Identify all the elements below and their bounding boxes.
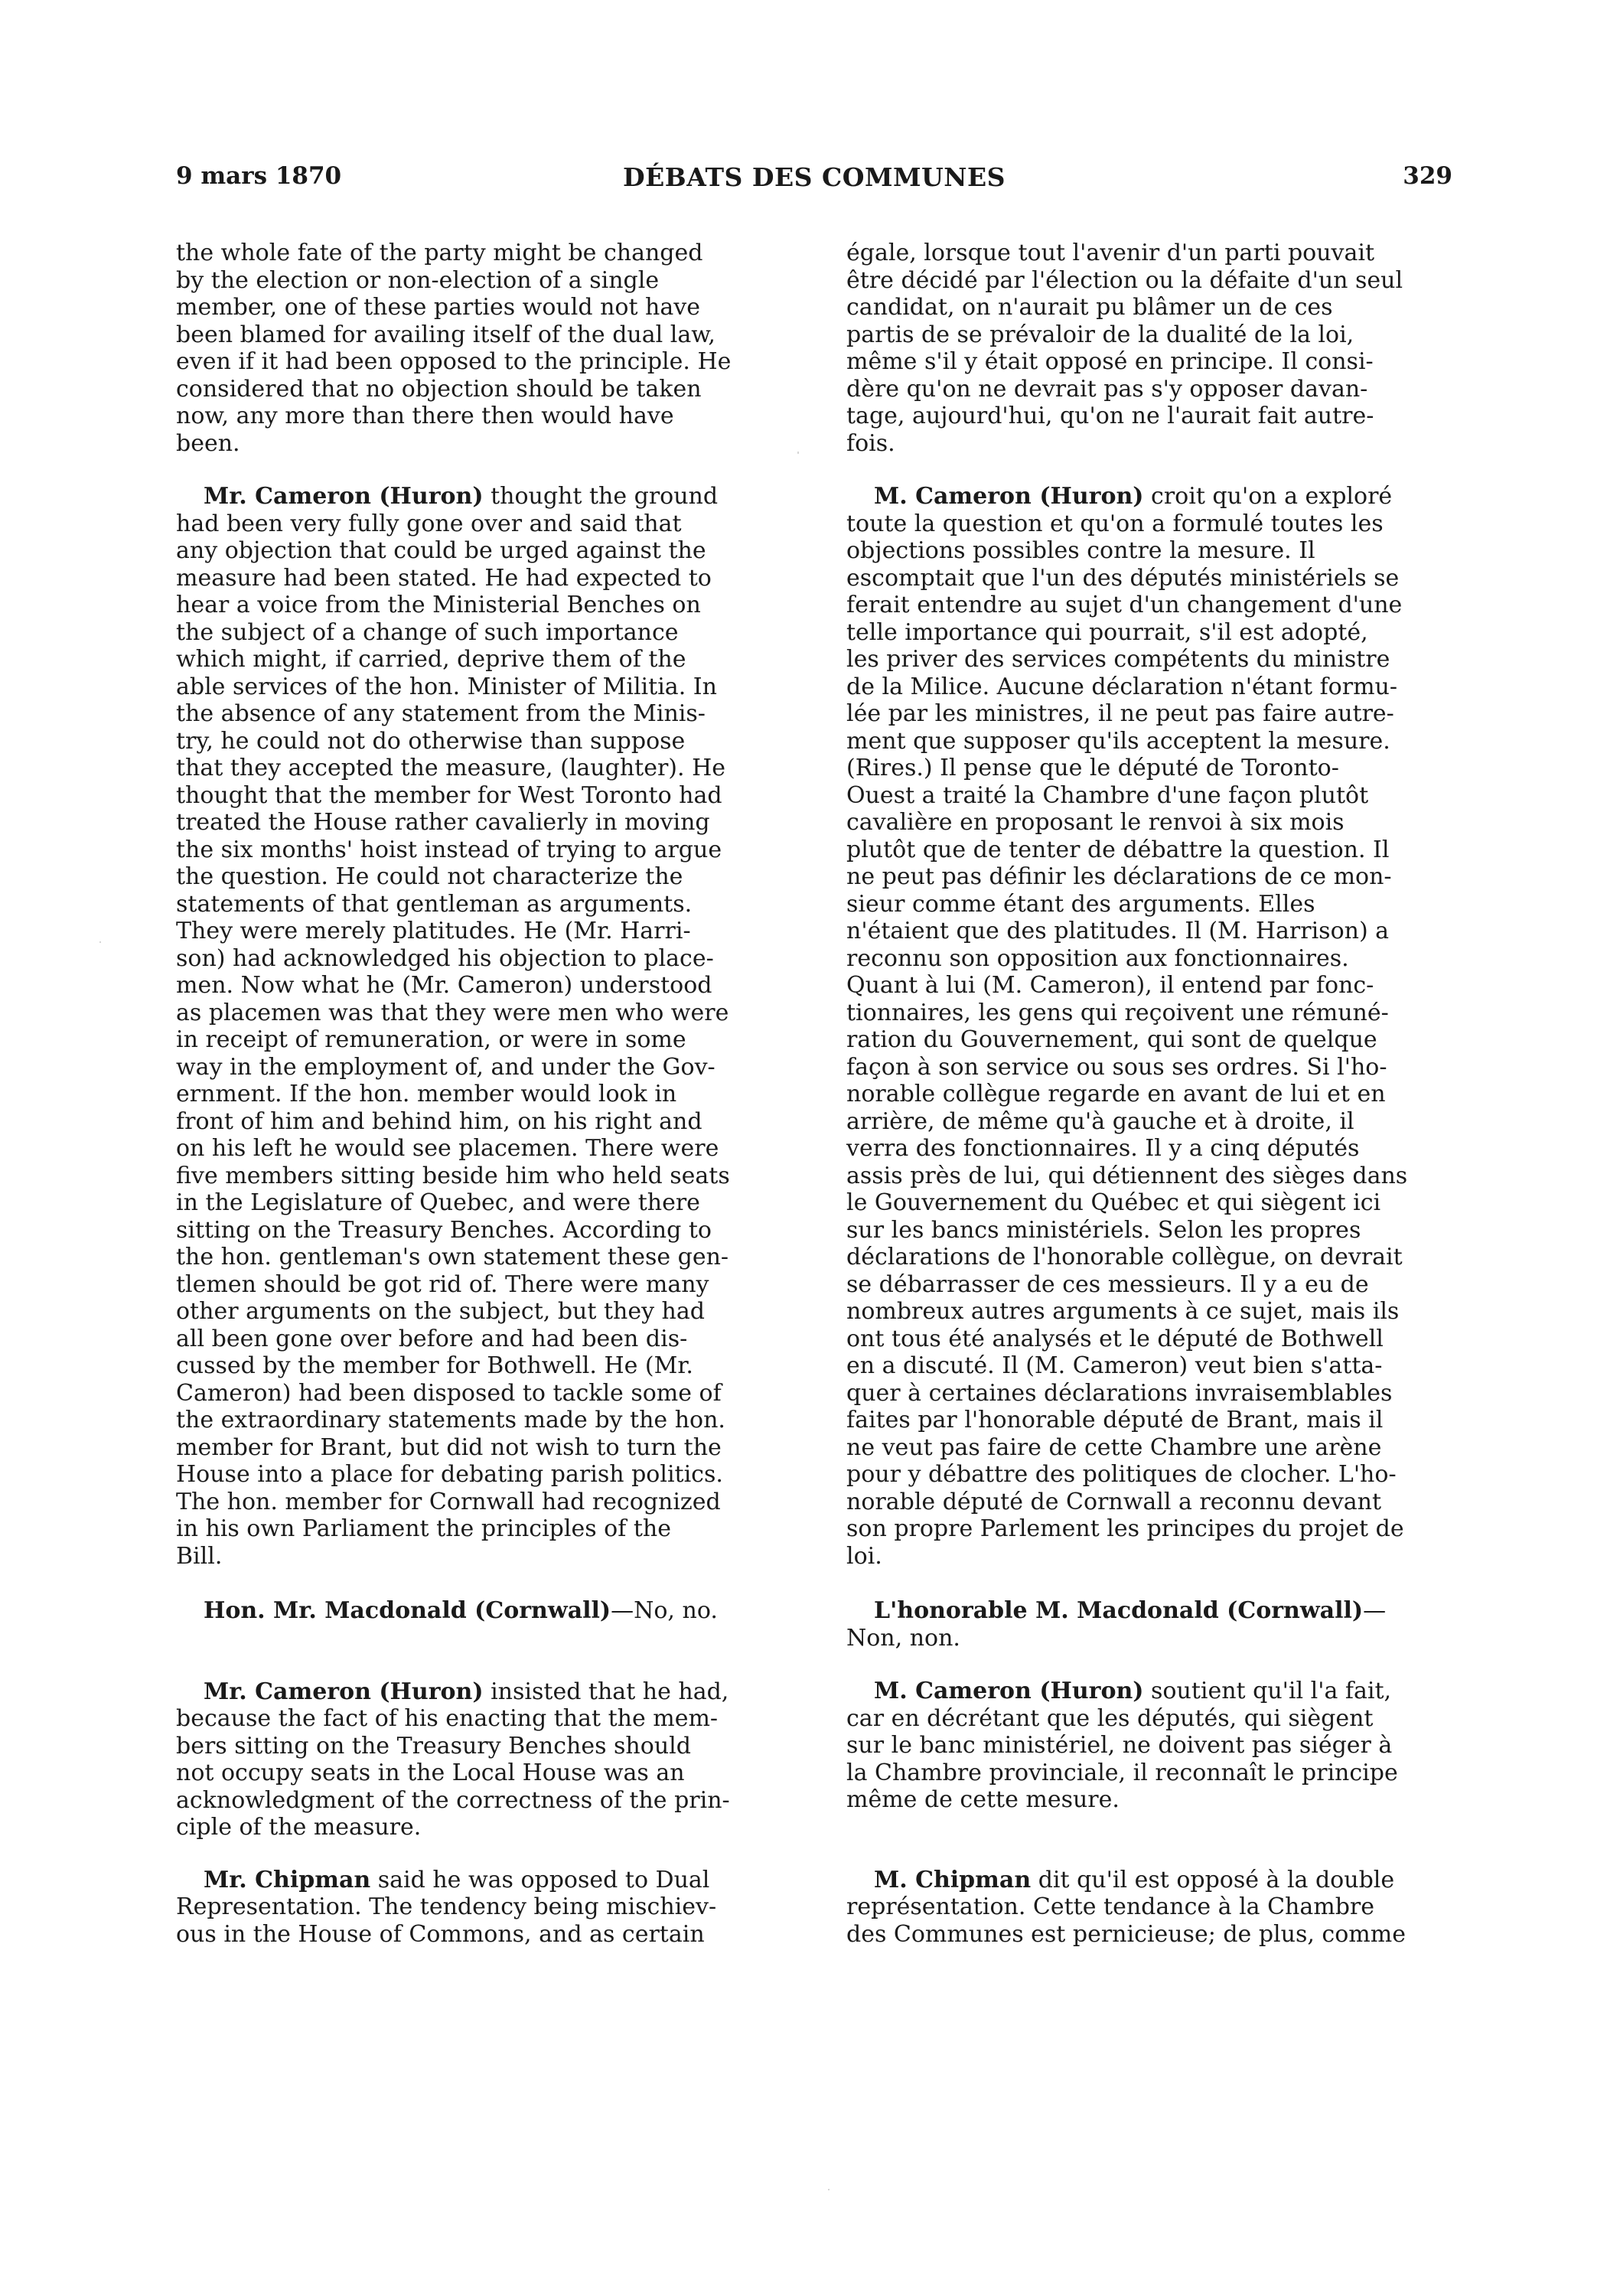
speaker-name: Mr. Chipman bbox=[204, 1866, 371, 1893]
page-title: DÉBATS DES COMMUNES bbox=[623, 162, 1006, 192]
paragraph-text: insisted that he had, because the fact of his enacting that the mem- bers sitting on the Treasury Benches should not occupy seats in the Local House was an acknowledgment of the correctness of the prin- ciple of the measure. bbox=[176, 1678, 730, 1841]
french-column bbox=[846, 240, 1454, 1948]
speaker-name: M. Cameron (Huron) bbox=[874, 1678, 1144, 1704]
scan-mark bbox=[99, 941, 101, 943]
french-paragraph-2 bbox=[846, 483, 1454, 1570]
french-paragraph-4 bbox=[846, 1678, 1454, 1814]
paragraph-text: dit qu'il est opposé à la double représentation. Cette tendance à la Chambre des Communes est pernicieuse; de plus, comme bbox=[846, 1866, 1406, 1948]
paragraph-text: croit qu'on a exploré toute la question et qu'on a formulé toutes les objections possibles contre la mesure. Il escomptait que l'un des députés ministériels se ferait entendre au sujet d'un changement d'une telle importance qui pourrait, s'il est adopté, les priver des services compétents du ministre de la Milice. Aucune déclaration n'étant formu- lée par les ministres, il ne peut pas faire autre- ment que supposer qu'ils acceptent la mesure. (Rires.) Il pense que le député de Toronto- Ouest a traité la Chambre d'une façon plutôt cavalière en proposant le renvoi à six mois plutôt que de tenter de débattre la question. Il ne peut pas définir les déclarations de ce mon- sieur comme étant des arguments. Elles n'étaient que des platitudes. Il (M. Harrison) a reconnu son opposition aux fonctionnaires. Quant à lui (M. Cameron), il entend par fonc- tionnaires, les gens qui reçoivent une rémuné- ration du Gouvernement, qui sont de quelque façon à son service ou sous ses ordres. Si l'ho- norable collègue regarde en avant de lui et en arrière, de même qu'à gauche et à droite, il verra des fonctionnaires. Il y a cinq députés assis près de lui, qui détiennent des sièges dans le Gouvernement du Québec et qui siègent ici sur les bancs ministériels. Selon les propres déclarations de l'honorable collègue, on devrait se débarrasser de ces messieurs. Il y a eu de nombreux autres arguments à ce sujet, mais ils ont tous été analysés et le député de Bothwell en a discuté. Il (M. Cameron) veut bien s'atta- quer à certaines déclarations invraisemblables faites par l'honorable député de Brant, mais il ne veut pas faire de cette Chambre une arène pour y débattre des politiques de clocher. L'ho- norable député de Cornwall a reconnu devant son propre Parlement les principes du projet de loi. bbox=[846, 483, 1408, 1570]
page-header bbox=[176, 162, 1452, 201]
english-paragraph-4 bbox=[176, 1678, 784, 1841]
speaker-name: Mr. Cameron (Huron) bbox=[204, 483, 484, 510]
speaker-name: Mr. Cameron (Huron) bbox=[204, 1678, 484, 1705]
french-paragraph-1 bbox=[846, 240, 1454, 457]
page-number: 329 bbox=[1403, 162, 1452, 190]
english-paragraph-1 bbox=[176, 240, 784, 457]
header-date: 9 mars 1870 bbox=[176, 162, 342, 190]
english-paragraph-3 bbox=[176, 1597, 784, 1625]
paragraph-text: the whole fate of the party might be changed by the election or non-election of a single member, one of these parties would not have been blamed for availing itself of the dual law, even if it had been opposed to the principle. He considered that no objection should be taken now, any more than there then would have been. bbox=[176, 240, 732, 457]
paragraph-text: said he was opposed to Dual Representation. The tendency being mischiev- ous in the House of Commons, and as certain bbox=[176, 1866, 717, 1948]
scan-mark bbox=[797, 452, 799, 454]
english-column bbox=[176, 240, 784, 1948]
speaker-name: L'honorable M. Macdonald (Cornwall) bbox=[874, 1597, 1364, 1624]
speaker-name: Hon. Mr. Macdonald (Cornwall) bbox=[204, 1597, 611, 1624]
scan-mark bbox=[828, 2189, 830, 2190]
speaker-name: M. Chipman bbox=[874, 1866, 1032, 1893]
paragraph-text: égale, lorsque tout l'avenir d'un parti pouvait être décidé par l'élection ou la défaite d'un seul candidat, on n'aurait pu blâmer un de ces partis de se prévaloir de la dualité de la loi, même s'il y était opposé en principe. Il consi- dère qu'on ne devrait pas s'y opposer davan- tage, aujourd'hui, qu'on ne l'aurait fait autre- fois. bbox=[846, 240, 1403, 457]
paragraph-text: thought the ground had been very fully gone over and said that any objection that could be urged against the measure had been stated. He had expected to hear a voice from the Ministerial Benches on the subject of a change of such importance which might, if carried, deprive them of the able services of the hon. Minister of Militia. In the absence of any statement from the Minis- try, he could not do otherwise than suppose that they accepted the measure, (laughter). He thought that the member for West Toronto had treated the House rather cavalierly in moving the six months' hoist instead of trying to argue the question. He could not characterize the statements of that gentleman as arguments. They were merely platitudes. He (Mr. Harri- son) had acknowledged his objection to place- men. Now what he (Mr. Cameron) understood as placemen was that they were men who were in receipt of remuneration, or were in some way in the employment of, and under the Gov- ernment. If the hon. member would look in front of him and behind him, on his right and on his left he would see placemen. There were five members sitting beside him who held seats in the Legislature of Quebec, and were there sitting on the Treasury Benches. According to the hon. gentleman's own statement these gen- tlemen should be got rid of. There were many other arguments on the subject, but they had all been gone over before and had been dis- cussed by the member for Bothwell. He (Mr. Cameron) had been disposed to tackle some of the extraordinary statements made by the hon. member for Brant, but did not wish to turn the House into a place for debating parish politics. The hon. member for Cornwall had recognized in his own Parliament the principles of the Bill. bbox=[176, 483, 730, 1570]
paragraph-text: —No, no. bbox=[611, 1597, 718, 1624]
french-paragraph-5 bbox=[846, 1867, 1454, 1949]
speaker-name: M. Cameron (Huron) bbox=[874, 483, 1144, 510]
paragraph-text: — Non, non. bbox=[846, 1597, 1387, 1652]
french-paragraph-3 bbox=[846, 1597, 1454, 1652]
english-paragraph-5 bbox=[176, 1867, 784, 1949]
english-paragraph-2 bbox=[176, 483, 784, 1570]
paragraph-text: soutient qu'il l'a fait, car en décrétant que les députés, qui siègent sur le banc ministériel, ne doivent pas siéger à la Chambre provinciale, il reconnaît le principe même de cette mesure. bbox=[846, 1678, 1398, 1813]
